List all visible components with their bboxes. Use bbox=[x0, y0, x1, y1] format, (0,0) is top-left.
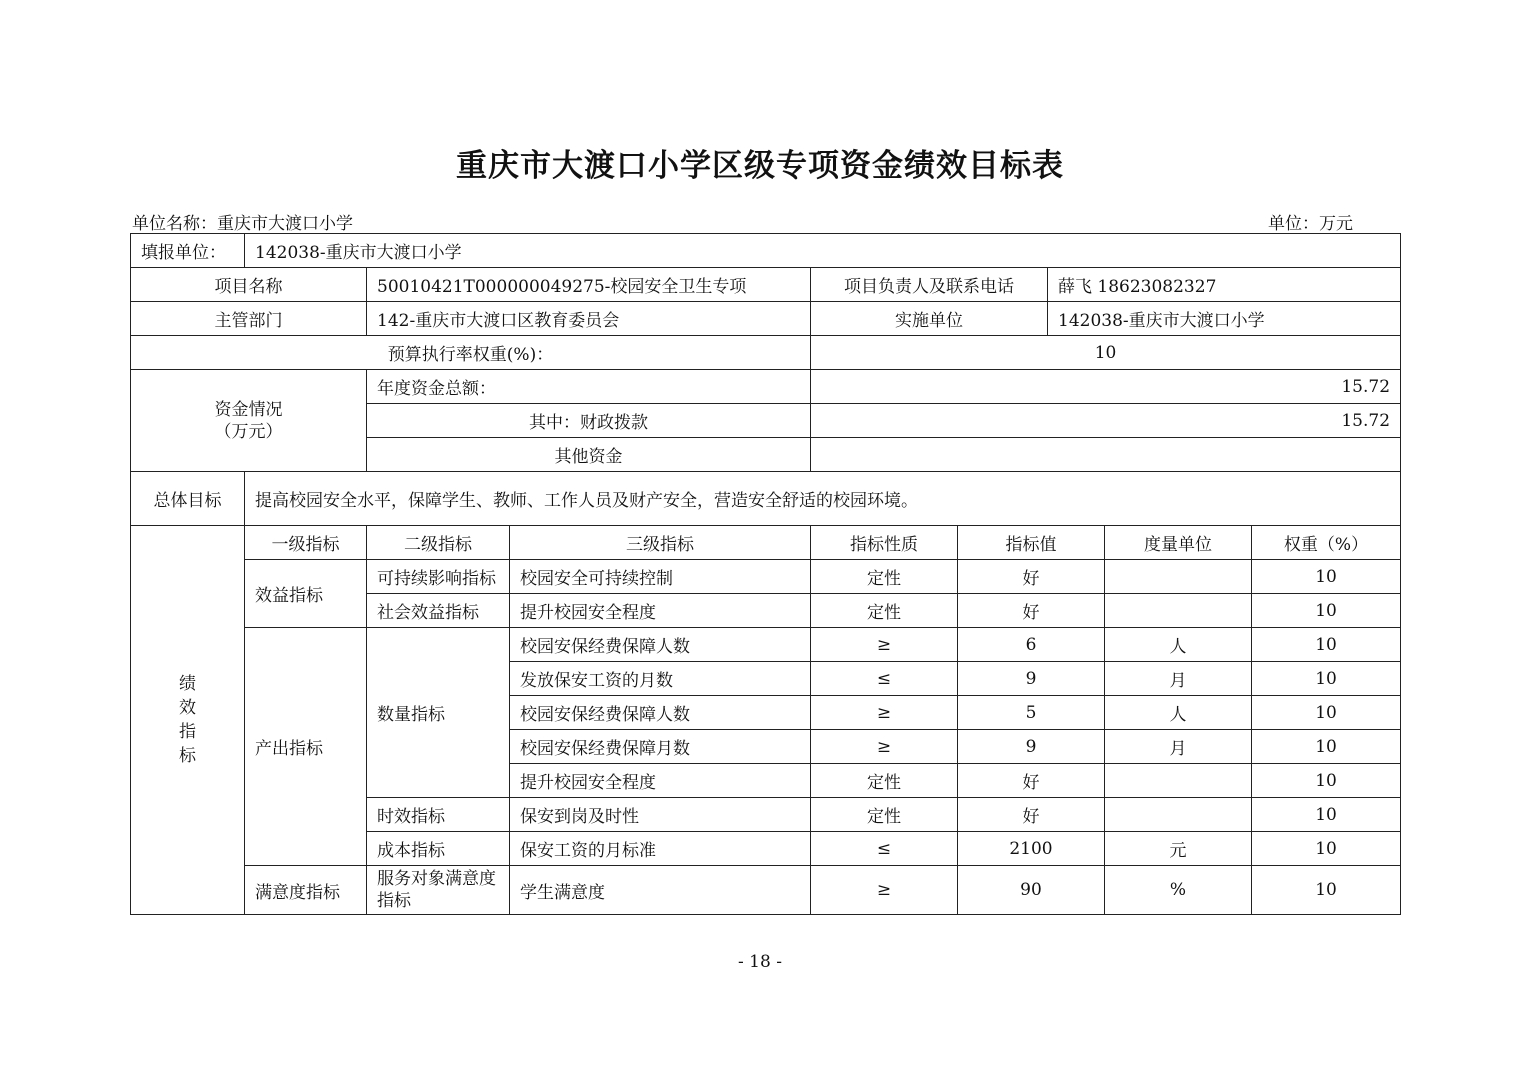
table-row bbox=[131, 560, 1401, 594]
label: 总体目标 bbox=[131, 472, 245, 526]
label: 项目名称 bbox=[131, 268, 367, 302]
unit: 月 bbox=[1105, 662, 1252, 696]
weight: 10 bbox=[1252, 764, 1401, 798]
document-title: 重庆市大渡口小学区级专项资金绩效目标表 bbox=[456, 148, 1064, 184]
weight: 10 bbox=[1252, 798, 1401, 832]
table-row bbox=[131, 472, 1401, 526]
value: 好 bbox=[958, 594, 1105, 628]
table-row bbox=[131, 628, 1401, 662]
table-row bbox=[131, 234, 1401, 268]
value: 2100 bbox=[958, 832, 1105, 866]
unit: 人 bbox=[1105, 696, 1252, 730]
unit: 元 bbox=[1105, 832, 1252, 866]
level2: 成本指标 bbox=[367, 832, 510, 866]
header: 一级指标 bbox=[245, 526, 367, 560]
page-number: - 18 - bbox=[738, 952, 782, 972]
table-row bbox=[131, 302, 1401, 336]
level3: 发放保安工资的月数 bbox=[510, 662, 811, 696]
unit: % bbox=[1105, 866, 1252, 915]
performance-table bbox=[130, 233, 1401, 915]
value: 9 bbox=[958, 662, 1105, 696]
level2: 可持续影响指标 bbox=[367, 560, 510, 594]
unit-name: 单位名称：重庆市大渡口小学 bbox=[132, 214, 353, 234]
table-row bbox=[131, 370, 1401, 404]
weight: 10 bbox=[1252, 730, 1401, 764]
funds-label bbox=[131, 370, 367, 472]
value: 好 bbox=[958, 764, 1105, 798]
level3: 保安工资的月标准 bbox=[510, 832, 811, 866]
header-row bbox=[131, 526, 1401, 560]
weight: 10 bbox=[1252, 662, 1401, 696]
value: 提高校园安全水平，保障学生、教师、工作人员及财产安全，营造安全舒适的校园环境。 bbox=[245, 472, 1401, 526]
header: 度量单位 bbox=[1105, 526, 1252, 560]
level2: 数量指标 bbox=[367, 628, 510, 798]
nature: 定性 bbox=[811, 798, 958, 832]
nature: ≥ bbox=[811, 696, 958, 730]
nature: ≤ bbox=[811, 662, 958, 696]
level3: 保安到岗及时性 bbox=[510, 798, 811, 832]
nature: ≥ bbox=[811, 866, 958, 915]
unit bbox=[1105, 798, 1252, 832]
unit: 月 bbox=[1105, 730, 1252, 764]
unit: 人 bbox=[1105, 628, 1252, 662]
value: 90 bbox=[958, 866, 1105, 915]
level2: 服务对象满意度指标 bbox=[367, 866, 510, 915]
level3: 学生满意度 bbox=[510, 866, 811, 915]
header: 权重（%） bbox=[1252, 526, 1401, 560]
value: 薛飞 18623082327 bbox=[1048, 268, 1401, 302]
value: 9 bbox=[958, 730, 1105, 764]
unit bbox=[1105, 594, 1252, 628]
value: 好 bbox=[958, 560, 1105, 594]
header: 二级指标 bbox=[367, 526, 510, 560]
value: 142038-重庆市大渡口小学 bbox=[245, 234, 1401, 268]
value: 50010421T000000049275-校园安全卫生专项 bbox=[367, 268, 811, 302]
level1: 满意度指标 bbox=[245, 866, 367, 915]
label: 其中：财政拨款 bbox=[367, 404, 811, 438]
nature: ≥ bbox=[811, 730, 958, 764]
header: 三级指标 bbox=[510, 526, 811, 560]
weight: 10 bbox=[1252, 696, 1401, 730]
level1: 产出指标 bbox=[245, 628, 367, 866]
label: 实施单位 bbox=[811, 302, 1048, 336]
value: 142-重庆市大渡口区教育委员会 bbox=[367, 302, 811, 336]
level3: 提升校园安全程度 bbox=[510, 594, 811, 628]
header: 指标性质 bbox=[811, 526, 958, 560]
nature: 定性 bbox=[811, 560, 958, 594]
level3: 校园安保经费保障月数 bbox=[510, 730, 811, 764]
level2: 社会效益指标 bbox=[367, 594, 510, 628]
label: 填报单位： bbox=[131, 234, 245, 268]
value: 10 bbox=[811, 336, 1401, 370]
label: 主管部门 bbox=[131, 302, 367, 336]
label: 年度资金总额： bbox=[367, 370, 811, 404]
nature: ≥ bbox=[811, 628, 958, 662]
value: 好 bbox=[958, 798, 1105, 832]
nature: 定性 bbox=[811, 764, 958, 798]
unit bbox=[1105, 764, 1252, 798]
level3: 校园安保经费保障人数 bbox=[510, 696, 811, 730]
value bbox=[811, 438, 1401, 472]
label: 其他资金 bbox=[367, 438, 811, 472]
table-row bbox=[131, 336, 1401, 370]
table-row bbox=[131, 866, 1401, 915]
level2: 时效指标 bbox=[367, 798, 510, 832]
weight: 10 bbox=[1252, 594, 1401, 628]
unit bbox=[1105, 560, 1252, 594]
funds-unit: （万元） bbox=[214, 421, 283, 442]
value: 6 bbox=[958, 628, 1105, 662]
weight: 10 bbox=[1252, 628, 1401, 662]
value: 142038-重庆市大渡口小学 bbox=[1048, 302, 1401, 336]
perf-label: 绩效指标 bbox=[131, 526, 245, 915]
header: 指标值 bbox=[958, 526, 1105, 560]
funds-label-text: 资金情况 bbox=[214, 399, 283, 420]
value: 15.72 bbox=[811, 404, 1401, 438]
label: 项目负责人及联系电话 bbox=[811, 268, 1048, 302]
table-row bbox=[131, 268, 1401, 302]
level3: 校园安保经费保障人数 bbox=[510, 628, 811, 662]
currency-unit: 单位：万元 bbox=[1268, 214, 1353, 234]
level1: 效益指标 bbox=[245, 560, 367, 628]
value: 5 bbox=[958, 696, 1105, 730]
weight: 10 bbox=[1252, 560, 1401, 594]
label: 预算执行率权重(%)： bbox=[131, 336, 811, 370]
weight: 10 bbox=[1252, 832, 1401, 866]
value: 15.72 bbox=[811, 370, 1401, 404]
weight: 10 bbox=[1252, 866, 1401, 915]
nature: 定性 bbox=[811, 594, 958, 628]
level3: 校园安全可持续控制 bbox=[510, 560, 811, 594]
level3: 提升校园安全程度 bbox=[510, 764, 811, 798]
nature: ≤ bbox=[811, 832, 958, 866]
